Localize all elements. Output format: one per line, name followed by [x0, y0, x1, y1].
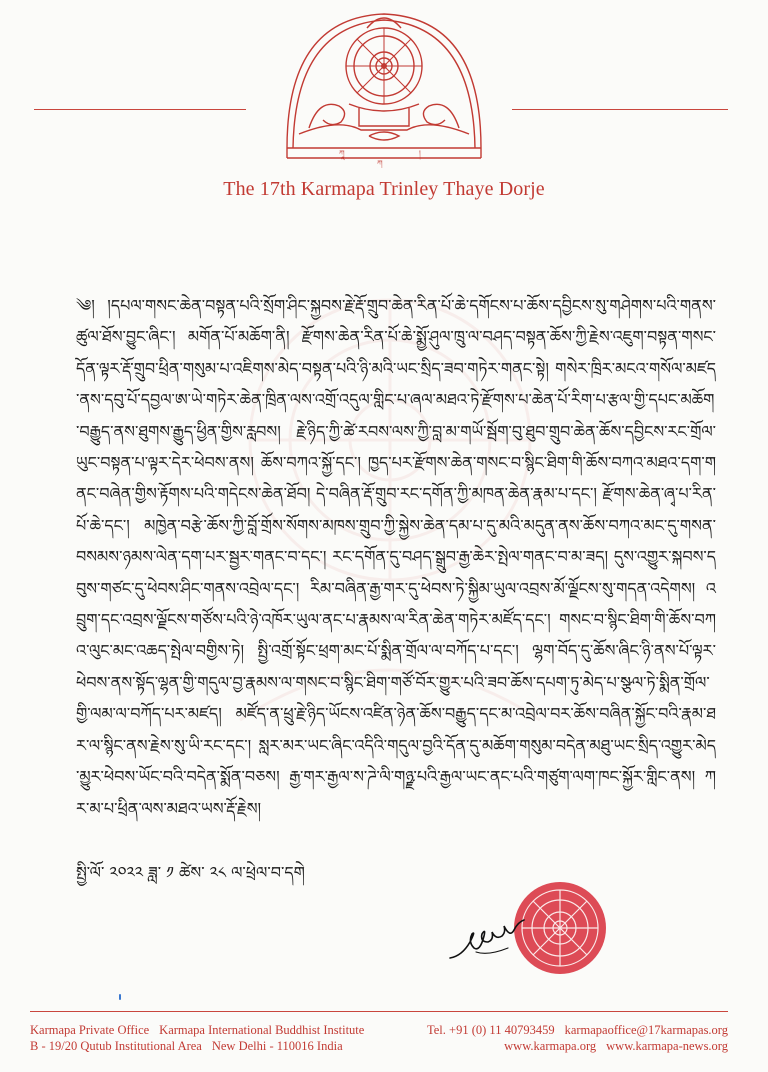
letterhead-title: The 17th Karmapa Trinley Thaye Dorje [223, 178, 545, 200]
footer-contact [398, 1022, 728, 1054]
footer-city: New Delhi - 110016 India [211, 1039, 343, 1053]
footer-address [30, 1022, 430, 1054]
header-rule-left [34, 109, 246, 110]
svg-text:ཀ: ཀ [377, 159, 383, 168]
footer-institute-name: Karmapa International Buddhist Institute [159, 1023, 365, 1037]
letter-date: སྤྱི་ལོ་ ༢༠༢༢ ཟླ་ ༡ ཚེས་ ༢༨ ལ་ཕྲེལ་བ་དགེ [76, 863, 305, 882]
svg-text:ཀཱ: ཀཱ [339, 149, 345, 158]
svg-text:།: ། [419, 149, 421, 158]
handwritten-signature-icon [448, 912, 526, 962]
ink-speck [119, 994, 121, 1000]
footer-rule [30, 1011, 728, 1012]
red-circular-seal-icon [512, 880, 608, 976]
footer-news-website[interactable]: www.karmapa-news.org [606, 1039, 728, 1053]
footer-street: B - 19/20 Qutub Institutional Area [30, 1039, 202, 1053]
dharma-wheel-crest-icon [279, 8, 489, 168]
footer-website[interactable]: www.karmapa.org [504, 1039, 597, 1053]
letter-body: ༄། །དཔལ་གསང་ཆེན་བསྟན་པའི་སྲོག་ཤིང་སྐྱབས་རྗེ་རྡོ་གྲུབ་ཆེན་རིན་པོ་ཆེ་དགོངས་པ་ཆོས་དབྱིངས་སུ་གཤེགས་པའི་གནས་ཚུལ་ཐོས་བྱུང་ཞིང་། མགོན་པོ་མཆོག་ནི། རྫོགས་ཆེན་རིན་པོ་ཆེ་སྨྱོ་ཤུལ་ཁྲུ་ལ་བཤད་བསྟན་ཆོས་ཀྱི་རྗེས་འཇུག་བསྟན་གསང་དོན་ལྟར་རྡོ་གྲུབ་ཕྲིན་གསུམ་པ་འཇིགས་མེད་བསྟན་པའི་ཉི་མའི་ཡང་སྲིད་ཟབ་གཏེར་གནང་སྟེ། གསེར་ཁྲིར་མངའ་གསོལ་མཛད་ནས་དབུ་པོ་དབྱལ་ཨ་ཡེ་གཏེར་ཆེན་ཁྲིན་ལས་འགྲོ་འདུལ་གླིང་པ་ཞལ་མཐའ་ཏེ་རྫོགས་པ་ཆེན་པོ་རིག་པ་རྩལ་གྱི་དཔང་མཆོག་བརྒྱུད་ནས་ཐུགས་རྒྱུད་ཕྱིན་གྱིས་རླབས། རྗེ་ཉིད་ཀྱི་ཚེ་རབས་ལས་ཀྱི་བླ་མ་གཡོ་སྦོག་བུ་ཐུབ་གྲུབ་ཆེན་ཆོས་དབྱིངས་རང་གྲོལ་ཡུང་བསྟན་པ་ལྟར་དེར་ཕེབས་ནས། ཆོས་བཀའ་སྐྱོ་དང་། ཁྱད་པར་རྫོགས་ཆེན་གསང་བ་སྙིང་ཐིག་གི་ཆོས་བཀའ་མཐའ་དག་གནང་བཞེན་གྱིས་རྟོགས་པའི་གདེངས་ཆེན་ཐོབ། དེ་བཞིན་རྡོ་གྲུབ་རང་དགོན་ཀྱི་མཁན་ཆེན་རྣམ་པ་དང་། རྫོགས་ཆེན་ཞྭ་པ་རིན་པོ་ཆེ་དང་། མཁྱེན་བརྩེ་ཆོས་ཀྱི་བློ་གྲོས་སོགས་མཁས་གྲུབ་ཀྱི་སྐྱེས་ཆེན་དམ་པ་དུ་མའི་མདུན་ནས་ཆོས་བཀའ་མང་དུ་གསན་བསམས་ཉམས་ལེན་དག་པར་སྦྱར་གནང་བ་དང་། རང་དགོན་དུ་བཤད་སྒྲུབ་རྒྱ་ཆེར་སྤེལ་གནང་བ་མ་ཟད། དུས་འགྱུར་སྐབས་དབུས་གཙང་དུ་ཕེབས་ཤིང་གནས་འབྲེལ་དང་། རིམ་བཞིན་རྒྱ་གར་དུ་ཕེབས་ཏེ་སྐྱིམ་ཡུལ་འབྲས་མོ་ལྗོངས་སུ་གདན་འདེགས། འབྲུག་དང་འབྲས་ལྗོངས་གཙོས་པའི་ཉེ་འཁོར་ཡུལ་ནང་པ་རྣམས་ལ་རིན་ཆེན་གཏེར་མཛོད་དང་། གསང་བ་སྙིང་ཐིག་གི་ཆོས་བཀའ་ལུང་མང་འཆད་སྤེལ་བགྱིས་ཏེ། སྤྱི་འགྲོ་སྟོང་ཕྲག་མང་པོ་སྨིན་གྲོལ་ལ་བཀོད་པ་དང་། ལྷག་བོད་དུ་ཆོས་ཞིང་ཉི་ནས་པོ་ལྟར་ཕེབས་ནས་སྟོད་ལྷན་གྱི་གདུལ་བྱ་རྣམས་ལ་གསང་བ་སྙིང་ཐིག་གཙོ་བོར་གྱུར་པའི་ཟབ་ཆོས་དཔག་ཏུ་མེད་པ་སྩལ་ཏེ་སྨིན་གྲོལ་གྱི་ལམ་ལ་བཀོད་པར་མཛད། མཛོད་ན་ཕྲུ་རྗེ་ཉིད་ཡོངས་འཛིན་ཉེན་ཆོས་བརྒྱུད་དང་མ་འབྲེལ་བར་ཆོས་བཞིན་སྐྱོང་བའི་རྣམ་ཐར་ལ་སྙིང་ནས་རྗེས་སུ་ཡི་རང་དང་། སླར་མར་ཡང་ཞིང་འདིའི་གདུལ་བྱའི་དོན་དུ་མཆོག་གསུམ་བདེན་མཐུ་ཡང་སྲིད་འགྱུར་མེད་མྱུར་ཕེབས་ཡོང་བའི་བདེན་སྨོན་བཅས། རྒྱ་གར་རྒྱལ་ས་ཌེ་ལི་གཉྫ་པའི་རྒྱལ་ཡང་ནང་པའི་གཙུག་ལག་ཁང་སྐྱོར་གླིང་ནས། ཀར་མ་པ་ཕྲིན་ལས་མཐའ་ཡས་རྡོ་རྗེས། [76, 296, 716, 818]
footer-email[interactable]: karmapaoffice@17karmapas.org [564, 1023, 728, 1037]
header-rule-right [512, 109, 728, 110]
footer-phone: Tel. +91 (0) 11 40793459 [427, 1023, 555, 1037]
footer-office-name: Karmapa Private Office [30, 1023, 150, 1037]
